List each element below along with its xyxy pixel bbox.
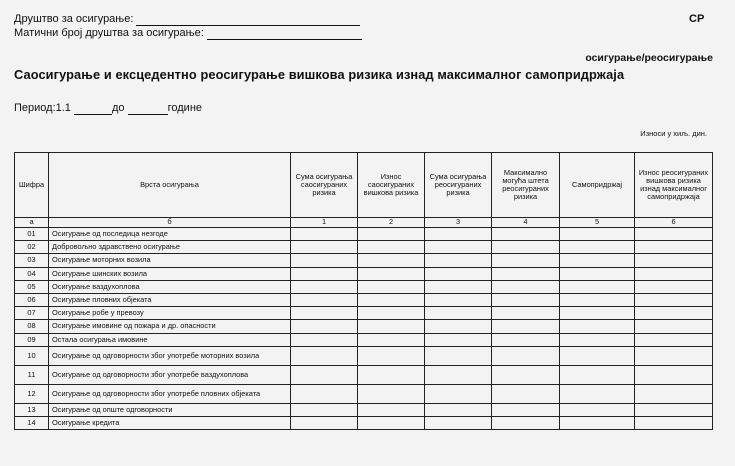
value-cell[interactable] <box>358 293 425 306</box>
value-cell[interactable] <box>560 365 635 384</box>
period-to-label: до <box>112 102 125 114</box>
row-code: 14 <box>15 416 49 429</box>
value-cell[interactable] <box>425 384 492 403</box>
col-header-code: Шифра <box>15 153 49 218</box>
value-cell[interactable] <box>635 228 713 241</box>
value-cell[interactable] <box>492 307 560 320</box>
row-name: Остала осигурања имовине <box>49 333 291 346</box>
report-table <box>14 152 713 430</box>
row-code: 01 <box>15 228 49 241</box>
value-cell[interactable] <box>635 267 713 280</box>
value-cell[interactable] <box>635 254 713 267</box>
value-cell[interactable] <box>560 228 635 241</box>
value-cell[interactable] <box>560 280 635 293</box>
table-row <box>15 293 713 306</box>
value-cell[interactable] <box>358 307 425 320</box>
value-cell[interactable] <box>560 403 635 416</box>
value-cell[interactable] <box>358 228 425 241</box>
value-cell[interactable] <box>560 416 635 429</box>
value-cell[interactable] <box>291 320 358 333</box>
row-code: 09 <box>15 333 49 346</box>
col-header-coins-excess: Износ саосигураних вишкова ризика <box>358 153 425 218</box>
row-name: Осигурање од опште одговорности <box>49 403 291 416</box>
value-cell[interactable] <box>635 320 713 333</box>
company-field[interactable] <box>136 13 360 26</box>
value-cell[interactable] <box>635 241 713 254</box>
value-cell[interactable] <box>492 254 560 267</box>
value-cell[interactable] <box>635 365 713 384</box>
row-name: Осигурање шинских возила <box>49 267 291 280</box>
period-from-field[interactable] <box>74 102 112 115</box>
index-cell: б <box>49 218 291 228</box>
value-cell[interactable] <box>425 333 492 346</box>
table-row <box>15 254 713 267</box>
company-line <box>14 13 360 26</box>
value-cell[interactable] <box>291 241 358 254</box>
row-code: 08 <box>15 320 49 333</box>
value-cell[interactable] <box>425 307 492 320</box>
value-cell[interactable] <box>358 346 425 365</box>
table-row <box>15 267 713 280</box>
value-cell[interactable] <box>492 293 560 306</box>
table-row <box>15 403 713 416</box>
value-cell[interactable] <box>358 403 425 416</box>
value-cell[interactable] <box>425 365 492 384</box>
value-cell[interactable] <box>291 333 358 346</box>
value-cell[interactable] <box>291 403 358 416</box>
value-cell[interactable] <box>635 280 713 293</box>
period-suffix: године <box>167 102 203 114</box>
header-row <box>15 153 713 218</box>
value-cell[interactable] <box>425 280 492 293</box>
value-cell[interactable] <box>358 241 425 254</box>
value-cell[interactable] <box>358 384 425 403</box>
row-code: 06 <box>15 293 49 306</box>
value-cell[interactable] <box>425 241 492 254</box>
value-cell[interactable] <box>560 307 635 320</box>
value-cell[interactable] <box>635 307 713 320</box>
index-cell: 1 <box>291 218 358 228</box>
value-cell[interactable] <box>425 267 492 280</box>
value-cell[interactable] <box>291 254 358 267</box>
reg-field[interactable] <box>207 27 362 40</box>
period-to-field[interactable] <box>128 102 168 115</box>
col-header-reins-sum: Сума осигурања реосигураних ризика <box>425 153 492 218</box>
value-cell[interactable] <box>492 241 560 254</box>
reg-line <box>14 27 362 40</box>
value-cell[interactable] <box>492 384 560 403</box>
col-header-retention: Самопридржај <box>560 153 635 218</box>
row-code: 02 <box>15 241 49 254</box>
value-cell[interactable] <box>560 333 635 346</box>
index-cell: 4 <box>492 218 560 228</box>
value-cell[interactable] <box>635 346 713 365</box>
table-row <box>15 320 713 333</box>
value-cell[interactable] <box>425 254 492 267</box>
table-row <box>15 241 713 254</box>
row-code: 13 <box>15 403 49 416</box>
value-cell[interactable] <box>635 333 713 346</box>
value-cell[interactable] <box>635 293 713 306</box>
table-row <box>15 228 713 241</box>
row-name: Осигурање од последица незгоде <box>49 228 291 241</box>
table-row <box>15 307 713 320</box>
index-cell: 3 <box>425 218 492 228</box>
value-cell[interactable] <box>291 416 358 429</box>
value-cell[interactable] <box>492 228 560 241</box>
index-cell: 5 <box>560 218 635 228</box>
value-cell[interactable] <box>358 254 425 267</box>
value-cell[interactable] <box>425 403 492 416</box>
row-code: 11 <box>15 365 49 384</box>
row-code: 07 <box>15 307 49 320</box>
value-cell[interactable] <box>358 267 425 280</box>
row-name: Осигурање од одговорности због употребе моторних возила <box>49 346 291 365</box>
value-cell[interactable] <box>492 267 560 280</box>
value-cell[interactable] <box>560 241 635 254</box>
value-cell[interactable] <box>291 280 358 293</box>
value-cell[interactable] <box>560 293 635 306</box>
row-name: Осигурање ваздухоплова <box>49 280 291 293</box>
table-row <box>15 365 713 384</box>
value-cell[interactable] <box>291 228 358 241</box>
table-row <box>15 416 713 429</box>
value-cell[interactable] <box>560 254 635 267</box>
index-cell: 6 <box>635 218 713 228</box>
value-cell[interactable] <box>425 228 492 241</box>
row-name: Добровољно здравствено осигурање <box>49 241 291 254</box>
row-code: 03 <box>15 254 49 267</box>
value-cell[interactable] <box>635 384 713 403</box>
row-name: Осигурање робе у превозу <box>49 307 291 320</box>
value-cell[interactable] <box>492 333 560 346</box>
value-cell[interactable] <box>635 416 713 429</box>
table-row <box>15 333 713 346</box>
value-cell[interactable] <box>358 280 425 293</box>
row-code: 05 <box>15 280 49 293</box>
units-note: Износи у хиљ. дин. <box>640 129 707 138</box>
value-cell[interactable] <box>492 280 560 293</box>
value-cell[interactable] <box>560 346 635 365</box>
table-row <box>15 384 713 403</box>
reg-label: Матични број друштва за осигурање: <box>14 27 204 39</box>
value-cell[interactable] <box>425 320 492 333</box>
value-cell[interactable] <box>635 403 713 416</box>
col-header-type: Врста осигурања <box>49 153 291 218</box>
index-cell: а <box>15 218 49 228</box>
row-code: 04 <box>15 267 49 280</box>
value-cell[interactable] <box>425 346 492 365</box>
value-cell[interactable] <box>291 267 358 280</box>
subtitle: осигурање/реосигурање <box>585 52 713 64</box>
table-row <box>15 280 713 293</box>
value-cell[interactable] <box>492 346 560 365</box>
value-cell[interactable] <box>492 403 560 416</box>
value-cell[interactable] <box>492 320 560 333</box>
period-prefix: Период:1.1 <box>14 102 71 114</box>
value-cell[interactable] <box>358 333 425 346</box>
value-cell[interactable] <box>291 307 358 320</box>
row-code: 10 <box>15 346 49 365</box>
value-cell[interactable] <box>291 346 358 365</box>
index-cell: 2 <box>358 218 425 228</box>
value-cell[interactable] <box>425 293 492 306</box>
row-name: Осигурање од одговорности због употребе ваздухоплова <box>49 365 291 384</box>
value-cell[interactable] <box>560 384 635 403</box>
value-cell[interactable] <box>358 416 425 429</box>
col-header-max-loss: Максимално могућа штета реосигураних ризика <box>492 153 560 218</box>
table-row <box>15 346 713 365</box>
row-name: Осигурање од одговорности због употребе пловних објеката <box>49 384 291 403</box>
col-header-reins-excess: Износ реосигураних вишкова ризика изнад максималног самопридржаја <box>635 153 713 218</box>
value-cell[interactable] <box>492 416 560 429</box>
value-cell[interactable] <box>291 384 358 403</box>
value-cell[interactable] <box>425 416 492 429</box>
index-row <box>15 218 713 228</box>
value-cell[interactable] <box>291 293 358 306</box>
value-cell[interactable] <box>560 267 635 280</box>
value-cell[interactable] <box>492 365 560 384</box>
value-cell[interactable] <box>560 320 635 333</box>
value-cell[interactable] <box>358 320 425 333</box>
row-name: Осигурање моторних возила <box>49 254 291 267</box>
company-label: Друштво за осигурање: <box>14 13 134 25</box>
value-cell[interactable] <box>358 365 425 384</box>
page-title: Саосигурање и ексцедентно реосигурање вишкова ризика изнад максималног самопридржаја <box>14 67 625 82</box>
value-cell[interactable] <box>291 365 358 384</box>
row-name: Осигурање кредита <box>49 416 291 429</box>
row-name: Осигурање пловних објеката <box>49 293 291 306</box>
row-code: 12 <box>15 384 49 403</box>
row-name: Осигурање имовине од пожара и др. опасности <box>49 320 291 333</box>
period-line <box>14 102 202 115</box>
form-code: СР <box>689 13 705 25</box>
col-header-coins-sum: Сума осигурања саосигураних ризика <box>291 153 358 218</box>
